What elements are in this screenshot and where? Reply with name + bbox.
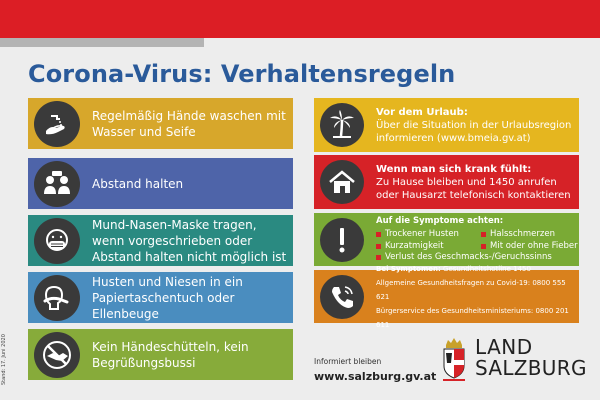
rule-no-handshake [28,329,293,380]
logo-text-line1: LAND [475,335,533,359]
distance-people-icon [34,161,80,207]
sneeze-icon [34,275,80,321]
hotline-1 [376,262,579,276]
vacation-text [376,106,571,145]
rule-vacation [314,98,579,152]
rule-text: Kein Händeschütteln, kein Begrüßungsbussi [92,339,249,370]
no-handshake-icon [34,332,80,378]
exclamation-icon [320,218,364,262]
info-label: Informiert bleiben [314,357,382,366]
rule-hotlines [314,264,579,329]
logo-text-line2: SALZBURG [475,356,587,380]
date-stamp: Stand: 17. Juni 2020 [1,334,7,385]
symptoms-text [376,216,581,264]
rule-symptoms [314,213,579,266]
rule-sick [314,155,579,209]
top-gray-bar [0,38,204,47]
vacation-line1: Über die Situation in der Urlaubsregion [376,119,572,131]
hotline-2: Allgemeine Gesundheitsfragen zu Covid-19: 0800 555 621 [376,278,566,301]
vacation-heading: Vor dem Urlaub: [376,106,468,118]
rule-text: Regelmäßig Hände waschen mit Wasser und Seife [92,108,286,139]
sick-line1: Zu Hause bleiben und 1450 anrufen [376,176,557,188]
sick-text [376,163,571,202]
palm-tree-icon [320,103,364,147]
rule-text: Mund-Nasen-Maske tragen, wenn vorgeschrieben oder Abstand halten nicht möglich ist [92,217,287,264]
rule-sneeze [28,272,293,323]
salzburg-crest-icon [439,336,469,384]
handwash-icon [34,101,80,147]
house-icon [320,160,364,204]
hotline-1-value: Gesundheitshotline 1450 [443,264,531,273]
vacation-line2: informieren (www.bmeia.gv.at) [376,132,531,144]
sick-heading: Wenn man sich krank fühlt: [376,163,532,175]
rule-text: Husten und Niesen in ein Papiertaschentuch oder Ellenbeuge [92,274,243,321]
website-link[interactable]: www.salzburg.gv.at [314,370,437,383]
page-title: Corona-Virus: Verhaltensregeln [28,60,456,88]
symptom-item: Mit oder ohne Fieber [481,241,581,253]
symptom-item: Kurzatmigkeit [376,241,481,253]
rule-distance [28,158,293,209]
symptoms-heading: Auf die Symptome achten: [376,215,504,226]
hotline-3: Bürgerservice des Gesundheitsministeriums: 0800 201 611 [376,306,569,329]
sick-line2: oder Hausarzt telefonisch kontaktieren [376,189,571,201]
rule-mask [28,215,293,266]
symptom-item: Halsschmerzen [481,229,581,241]
top-red-bar [0,0,600,38]
symptom-item: Verlust des Geschmacks-/Geruchssinns [376,252,581,264]
rule-text: Abstand halten [92,176,184,191]
hotlines-text [376,262,579,332]
phone-icon [320,275,364,319]
symptom-item: Trockener Husten [376,229,481,241]
face-mask-icon [34,218,80,264]
hotline-1-label: Bei Symptomen: [376,264,441,273]
rule-handwash [28,98,293,149]
